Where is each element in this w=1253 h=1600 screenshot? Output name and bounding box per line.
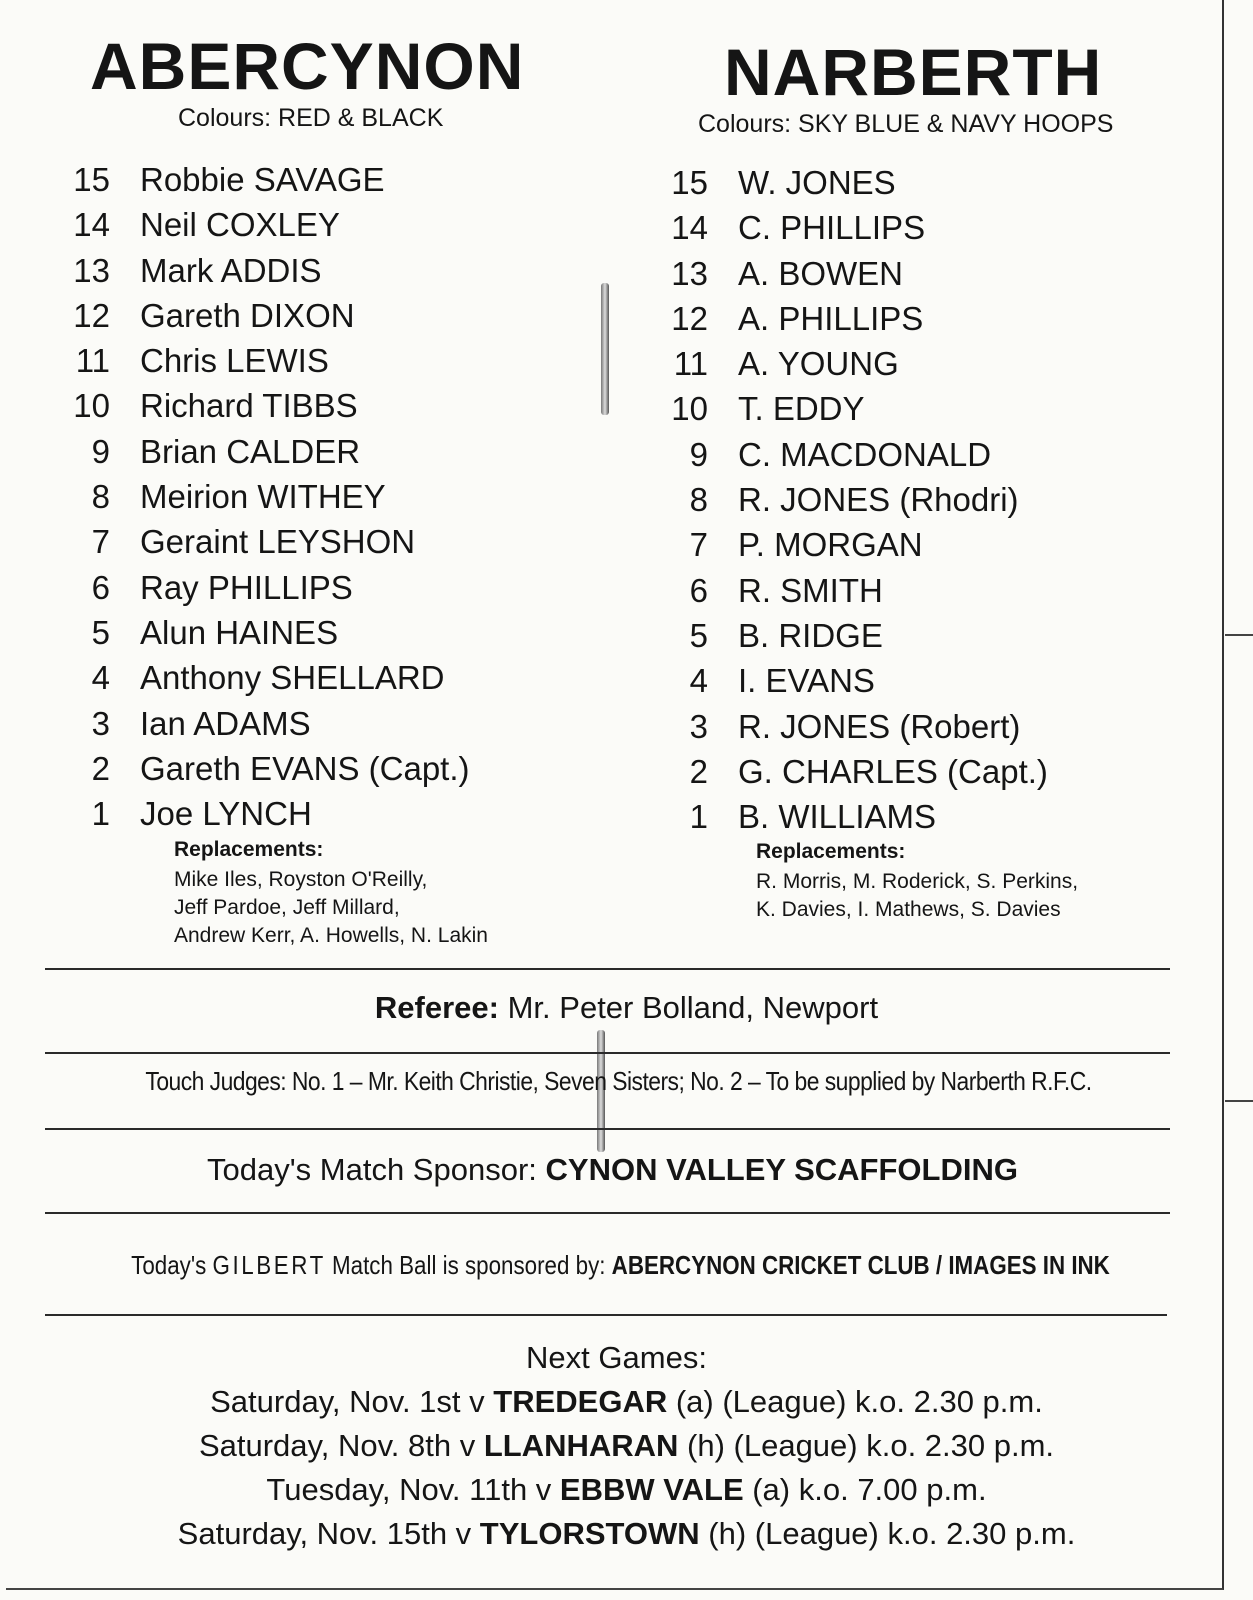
player-row bbox=[44, 519, 564, 564]
player-name: Meirion WITHEY bbox=[140, 478, 386, 516]
ball-sponsor-line bbox=[82, 1250, 1160, 1281]
player-name: C. MACDONALD bbox=[738, 435, 992, 473]
player-row bbox=[44, 474, 564, 519]
player-name: A. BOWEN bbox=[738, 254, 904, 292]
game-details: (a) k.o. 7.00 p.m. bbox=[743, 1472, 987, 1507]
player-name: Chris LEWIS bbox=[140, 342, 329, 380]
player-number: 7 bbox=[91, 523, 110, 561]
player-name: Ian ADAMS bbox=[140, 704, 311, 742]
home-replacements-title: Replacements: bbox=[174, 838, 324, 861]
touch-judges-line: Touch Judges: No. 1 – Mr. Keith Christie, Seven Sisters; No. 2 – To be supplied by Narberth R.F.C. bbox=[145, 1066, 1092, 1096]
player-name: I. EVANS bbox=[738, 662, 875, 700]
player-name: Joe LYNCH bbox=[140, 795, 312, 833]
referee-line bbox=[0, 990, 1253, 1026]
referee-name: Mr. Peter Bolland, Newport bbox=[507, 990, 879, 1025]
player-number: 6 bbox=[91, 568, 110, 606]
replacement-line: Andrew Kerr, A. Howells, N. Lakin bbox=[174, 924, 488, 947]
player-row bbox=[44, 202, 564, 247]
player-name: Gareth DIXON bbox=[140, 296, 355, 334]
player-row bbox=[44, 746, 564, 791]
player-row bbox=[44, 701, 564, 746]
next-game-row bbox=[0, 1380, 1253, 1424]
replacement-line: K. Davies, I. Mathews, S. Davies bbox=[756, 898, 1061, 921]
player-number: 13 bbox=[73, 251, 110, 289]
player-name: T. EDDY bbox=[738, 390, 865, 428]
player-number: 14 bbox=[671, 209, 708, 247]
player-number: 15 bbox=[671, 164, 708, 201]
player-number: 2 bbox=[91, 749, 110, 787]
player-row bbox=[642, 341, 1202, 386]
ball-middle: Match Ball is sponsored by: bbox=[332, 1250, 606, 1280]
player-number: 9 bbox=[91, 432, 110, 470]
game-details: (h) (League) k.o. 2.30 p.m. bbox=[678, 1428, 1055, 1463]
player-number: 11 bbox=[673, 345, 708, 383]
player-number: 10 bbox=[73, 387, 110, 425]
divider bbox=[45, 968, 1170, 970]
player-number: 2 bbox=[689, 752, 708, 790]
player-name: B. WILLIAMS bbox=[738, 798, 937, 836]
player-number: 5 bbox=[689, 616, 708, 654]
player-name: Brian CALDER bbox=[140, 432, 361, 470]
player-row bbox=[642, 160, 1202, 205]
player-name: Richard TIBBS bbox=[140, 387, 358, 425]
player-number: 5 bbox=[91, 613, 110, 651]
player-row bbox=[642, 794, 1202, 839]
player-number: 15 bbox=[73, 161, 110, 198]
player-row bbox=[44, 655, 564, 700]
game-opponent: EBBW VALE bbox=[559, 1472, 744, 1507]
home-team-name: ABERCYNON bbox=[90, 29, 525, 103]
player-name: Ray PHILLIPS bbox=[140, 568, 353, 606]
edge-mark bbox=[1225, 634, 1253, 636]
player-row bbox=[44, 248, 564, 293]
home-roster bbox=[44, 157, 564, 836]
player-name: R. SMITH bbox=[738, 571, 883, 609]
player-row bbox=[642, 205, 1202, 250]
player-row bbox=[642, 658, 1202, 703]
sponsor-label: Today's Match Sponsor: bbox=[207, 1152, 537, 1187]
player-name: P. MORGAN bbox=[738, 526, 923, 564]
player-row bbox=[642, 432, 1202, 477]
divider bbox=[45, 1212, 1170, 1214]
player-row bbox=[642, 749, 1202, 794]
game-date: Saturday, Nov. 1st v bbox=[210, 1384, 494, 1419]
replacement-line: Mike Iles, Royston O'Reilly, bbox=[174, 868, 428, 891]
player-row bbox=[44, 565, 564, 610]
player-number: 4 bbox=[689, 662, 708, 700]
player-number: 6 bbox=[689, 571, 708, 609]
sponsor-name: CYNON VALLEY SCAFFOLDING bbox=[545, 1152, 1018, 1187]
player-row bbox=[642, 386, 1202, 431]
player-name: Alun HAINES bbox=[140, 613, 339, 651]
away-team-name: NARBERTH bbox=[724, 35, 1103, 109]
game-details: (a) (League) k.o. 2.30 p.m. bbox=[667, 1384, 1043, 1419]
game-date: Saturday, Nov. 15th v bbox=[177, 1516, 480, 1551]
player-number: 1 bbox=[91, 795, 110, 833]
game-date: Tuesday, Nov. 11th v bbox=[266, 1472, 560, 1507]
player-row bbox=[642, 251, 1202, 296]
away-replacements bbox=[756, 868, 1078, 924]
player-number: 11 bbox=[75, 342, 110, 380]
player-number: 4 bbox=[91, 659, 110, 697]
away-replacements-title: Replacements: bbox=[756, 840, 906, 863]
player-name: Neil COXLEY bbox=[140, 206, 340, 244]
player-row bbox=[642, 296, 1202, 341]
player-row bbox=[44, 157, 564, 202]
next-games-title: Next Games: bbox=[526, 1340, 707, 1375]
player-number: 12 bbox=[73, 296, 110, 334]
game-opponent: TYLORSTOWN bbox=[479, 1516, 700, 1551]
divider bbox=[45, 1314, 1167, 1316]
next-game-row bbox=[0, 1424, 1253, 1468]
divider bbox=[45, 1052, 1170, 1054]
player-row bbox=[642, 477, 1202, 522]
player-name: Gareth EVANS (Capt.) bbox=[140, 749, 470, 787]
ball-brand: GILBERT bbox=[212, 1250, 326, 1280]
ball-prefix: Today's bbox=[131, 1250, 207, 1280]
replacement-line: Jeff Pardoe, Jeff Millard, bbox=[174, 896, 400, 919]
divider bbox=[45, 1128, 1170, 1130]
referee-label: Referee: bbox=[374, 990, 499, 1025]
away-team-colours: Colours: SKY BLUE & NAVY HOOPS bbox=[698, 110, 1114, 138]
player-name: C. PHILLIPS bbox=[738, 209, 926, 247]
player-name: Geraint LEYSHON bbox=[140, 523, 416, 561]
away-roster bbox=[642, 160, 1202, 839]
player-name: W. JONES bbox=[738, 164, 896, 201]
game-details: (h) (League) k.o. 2.30 p.m. bbox=[699, 1516, 1076, 1551]
player-number: 10 bbox=[671, 390, 708, 428]
player-row bbox=[44, 610, 564, 655]
player-name: B. RIDGE bbox=[738, 616, 883, 654]
player-name: Robbie SAVAGE bbox=[140, 161, 385, 198]
player-number: 8 bbox=[689, 481, 708, 519]
next-game-row bbox=[0, 1512, 1253, 1556]
home-replacements bbox=[174, 866, 488, 950]
player-number: 13 bbox=[671, 254, 708, 292]
player-number: 7 bbox=[689, 526, 708, 564]
player-row bbox=[44, 338, 564, 383]
player-row bbox=[44, 429, 564, 474]
player-name: Anthony SHELLARD bbox=[140, 659, 445, 697]
player-number: 14 bbox=[73, 206, 110, 244]
player-row bbox=[44, 293, 564, 338]
player-row bbox=[642, 568, 1202, 613]
player-number: 3 bbox=[689, 707, 708, 745]
player-number: 8 bbox=[91, 478, 110, 516]
player-number: 12 bbox=[671, 299, 708, 337]
player-row bbox=[642, 704, 1202, 749]
player-number: 9 bbox=[689, 435, 708, 473]
player-number: 1 bbox=[689, 798, 708, 836]
player-name: A. PHILLIPS bbox=[738, 299, 924, 337]
game-date: Saturday, Nov. 8th v bbox=[198, 1428, 484, 1463]
player-name: A. YOUNG bbox=[738, 345, 899, 383]
game-opponent: TREDEGAR bbox=[493, 1384, 668, 1419]
player-name: R. JONES (Robert) bbox=[738, 707, 1021, 745]
player-name: R. JONES (Rhodri) bbox=[738, 481, 1019, 519]
player-row bbox=[642, 522, 1202, 567]
staple bbox=[601, 283, 609, 415]
ball-sponsor-name: ABERCYNON CRICKET CLUB / IMAGES IN INK bbox=[611, 1250, 1110, 1280]
player-row bbox=[44, 791, 564, 836]
edge-mark bbox=[1225, 1100, 1253, 1102]
player-name: Mark ADDIS bbox=[140, 251, 322, 289]
player-number: 3 bbox=[91, 704, 110, 742]
player-name: G. CHARLES (Capt.) bbox=[738, 752, 1048, 790]
player-row bbox=[44, 383, 564, 428]
next-game-row bbox=[0, 1468, 1253, 1512]
home-team-colours: Colours: RED & BLACK bbox=[178, 104, 444, 132]
match-sponsor-line bbox=[0, 1152, 1239, 1188]
player-row bbox=[642, 613, 1202, 658]
game-opponent: LLANHARAN bbox=[483, 1428, 679, 1463]
replacement-line: R. Morris, M. Roderick, S. Perkins, bbox=[756, 870, 1079, 893]
next-games-list bbox=[0, 1380, 1253, 1556]
